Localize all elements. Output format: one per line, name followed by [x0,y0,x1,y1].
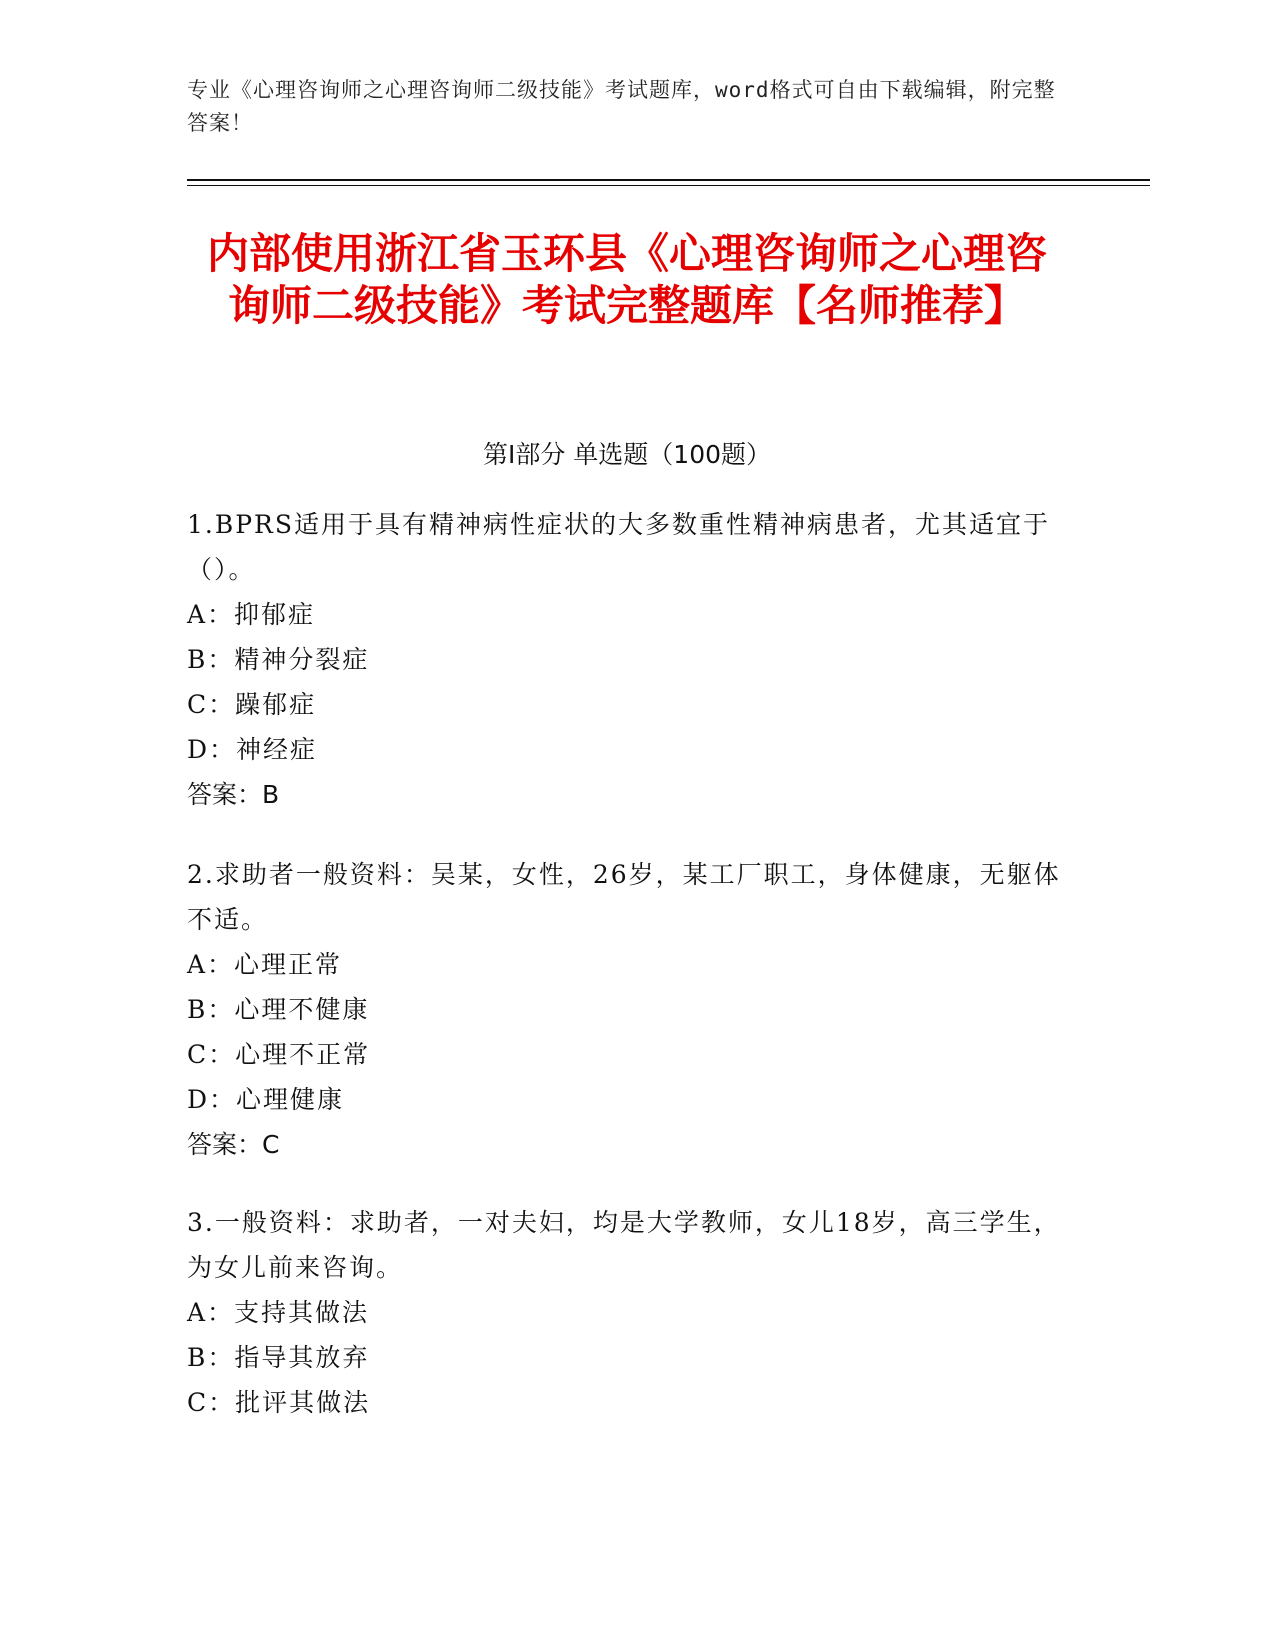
option-b: B：指导其放弃 [187,1343,370,1372]
question-1 [187,502,1067,817]
option-d: D：神经症 [187,735,318,764]
header-note: 专业《心理咨询师之心理咨询师二级技能》考试题库，word格式可自由下载编辑，附完整答案！ [187,78,1056,135]
question-3 [187,1200,1067,1425]
section-title: 第Ⅰ部分 单选题（100题） [482,440,772,469]
answer: 答案：C [187,1130,280,1159]
header-divider-thin [187,185,1150,186]
option-d: D：心理健康 [187,1085,345,1114]
option-b: B：心理不健康 [187,995,370,1024]
question-stem: 1.BPRS适用于具有精神病性症状的大多数重性精神病患者，尤其适宜于（）。 [187,510,1050,584]
question-2 [187,852,1067,1167]
question-stem: 3.一般资料：求助者，一对夫妇，均是大学教师，女儿18岁，高三学生，为女儿前来咨询。 [187,1208,1061,1282]
option-a: A：支持其做法 [187,1298,370,1327]
option-c: C：心理不正常 [187,1040,371,1069]
option-a: A：心理正常 [187,950,343,979]
question-stem: 2.求助者一般资料：吴某，女性，26岁，某工厂职工，身体健康，无躯体不适。 [187,860,1061,934]
answer: 答案：B [187,780,280,809]
header-divider-thick [187,179,1150,181]
document-title: 内部使用浙江省玉环县《心理咨询师之心理咨询师二级技能》考试完整题库【名师推荐】 [206,229,1047,330]
option-c: C：躁郁症 [187,690,317,719]
option-c: C：批评其做法 [187,1388,371,1417]
option-b: B：精神分裂症 [187,645,370,674]
option-a: A：抑郁症 [187,600,316,629]
